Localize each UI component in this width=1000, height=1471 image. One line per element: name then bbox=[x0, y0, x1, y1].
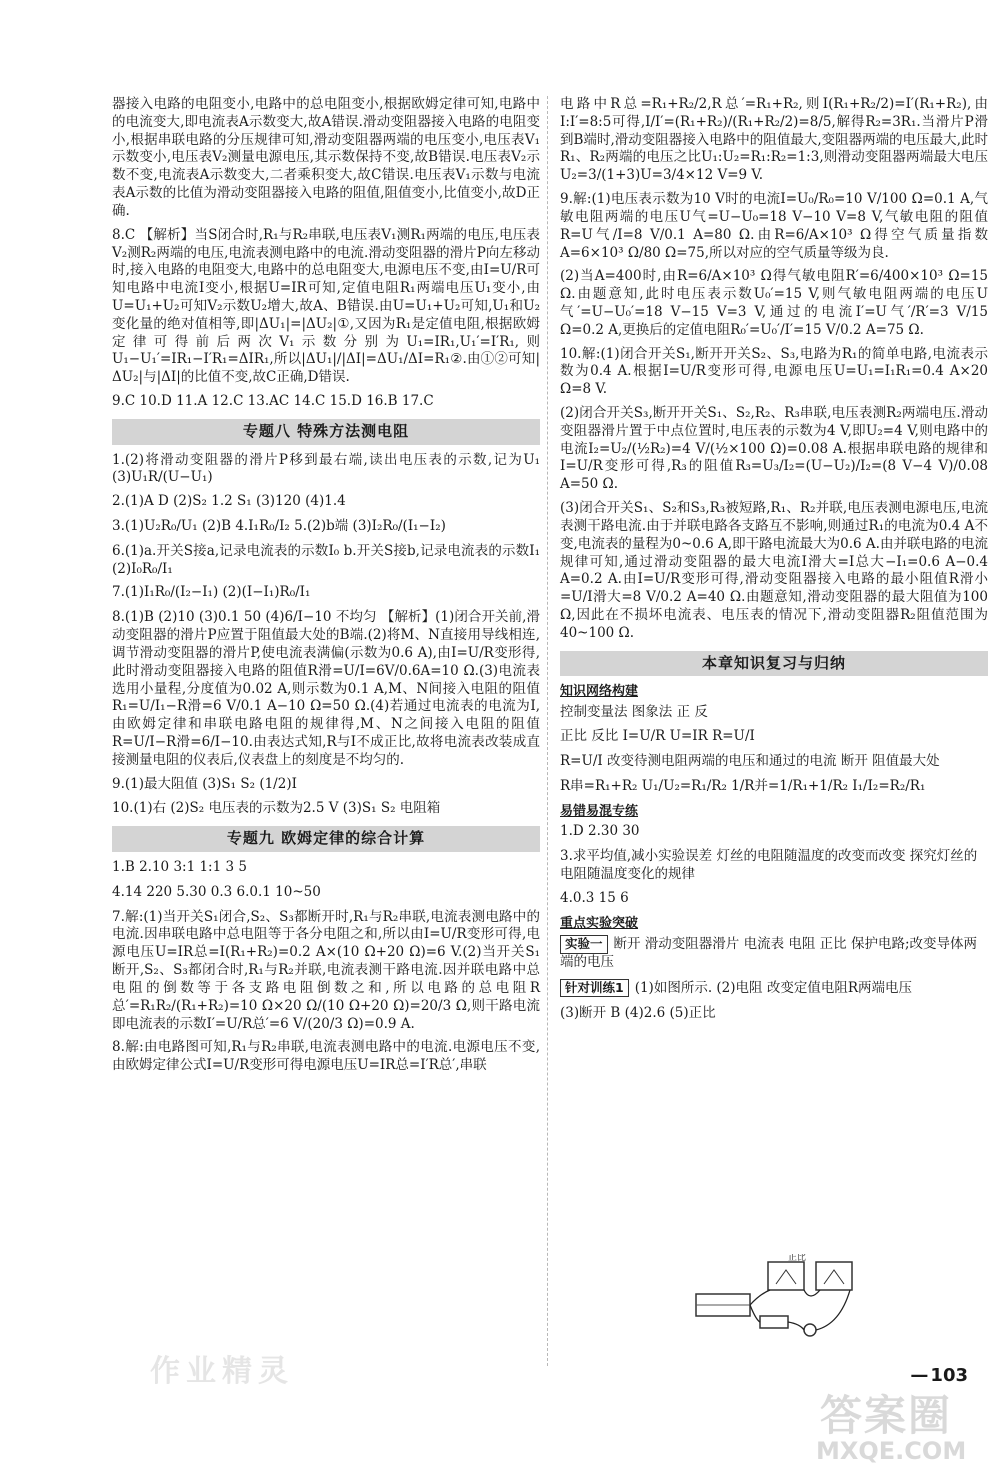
answer-paragraph: 器接入电路的电阻变小,电路中的总电阻变小,根据欧姆定律可知,电路中的电流变大,即电流表A示数变大,故A错误.滑动变阻器接入电路的电阻变小,根据串联电路的分压规律可知,滑动变阻器两端的电压变小,电压表V₁示数变小,电压表V₂测量电源电压,其示数保持不变,故B错误.电压表V₂示数不变,电流表A示数变大,二者乘积变大,故C错误.电压表V₁示数与电流表A示数的比值为滑动变阻器接入电路的阻值,阻值变小,比值变小,故D正确. bbox=[112, 96, 540, 219]
knowledge-line-3: R=U/I 改变待测电阻两端的电压和通过的电流 断开 阻值最大处 bbox=[560, 753, 940, 770]
right-column bbox=[560, 96, 988, 1030]
section-banner-9: 专题九 欧姆定律的综合计算 bbox=[112, 826, 540, 852]
subheading-error-practice: 易错易混专练 bbox=[560, 803, 639, 819]
answer-1-3: 1.B 2.10 3:1 1:1 3 5 bbox=[112, 859, 247, 876]
answer-8: 8.C 【解析】当S闭合时,R₁与R₂串联,电压表V₁测R₁两端的电压,电压表V₂测R₂两端的电压,电流表测电路中的电流.滑动变阻器的滑片P向左移动时,接入电路的电阻变大,电路中的总电阻变大,电源电压不变,由I=U/R可知电路中电流I变小,根据U=IR可知,定值电阻R₁两端电压U₁变小,由U=U₁+U₂可知V₂示数U₂增大,故A、B错误.由U=U₁+U₂可知,U₁和U₂变化量的绝对值相等,即|ΔU₁|=|ΔU₂|①,又因为R₁是定值电阻,根据欧姆定律可得前后两次V₁示数分别为U₁=IR₁,U₁′=I′R₁,则U₁−U₁′=IR₁−I′R₁=ΔIR₁,所以|ΔU₁|/|ΔI|=ΔU₁/ΔI=R₁②.由①②可知|ΔU₂|与|ΔI|的比值不变,故C正确,D错误. bbox=[112, 226, 540, 386]
watermark-left: 作业精灵 bbox=[150, 1354, 294, 1389]
error-line-2: 3.求平均值,减小实验误差 灯丝的电阻随温度的改变而改变 探究灯丝的电阻随温度变化的规律 bbox=[560, 847, 978, 882]
section-banner-review: 本章知识复习与归纳 bbox=[560, 651, 988, 677]
ammeter bbox=[816, 1262, 852, 1290]
watermark-right-url: MXQE.COM bbox=[816, 1437, 967, 1465]
answer-q9: 9.(1)最大阻值 (3)S₁ S₂ (1/2)I bbox=[112, 775, 297, 792]
answer-q3: 3.(1)U₂R₀/U₁ (2)B 4.I₁R₀/I₂ 5.(2)b端 (3)I₂R₀/(I₁−I₂) bbox=[112, 518, 446, 535]
experiment-1-line bbox=[560, 935, 988, 972]
section-banner-8: 专题八 特殊方法测电阻 bbox=[112, 419, 540, 445]
subheading-experiment: 重点实验突破 bbox=[560, 916, 639, 932]
answer-q2: 2.(1)A D (2)S₂ 1.2 S₁ (3)120 (4)1.4 bbox=[112, 493, 346, 510]
answer-8-continued: 电路中R总=R₁+R₂/2,R总′=R₁+R₂,则I(R₁+R₂/2)=I′(R₁+R₂),由I:I′=8:5可得,I/I′=(R₁+R₂)/(R₁+R₂/2)=8/5,解得R₂=3R₁.当滑片P滑到B端时,滑动变阻器接入电路中的阻值最大,变阻器两端的电压最大,此时R₁、R₂两端的电压之比U₁:U₂=R₁:R₂=1:3,则滑动变阻器两端最大电压U₂=3/(1+3)U=3/4×12 V=9 V. bbox=[560, 96, 988, 184]
knowledge-line-1: 控制变量法 图象法 正 反 bbox=[560, 703, 708, 720]
answer-q7: 7.(1)I₁R₀/(I₂−I₁) (2)(I−I₁)R₀/I₁ bbox=[112, 584, 311, 601]
resistor bbox=[760, 1316, 788, 1328]
voltmeter bbox=[768, 1262, 804, 1290]
answer-q6: 6.(1)a.开关S接a,记录电流表的示数I₀ b.开关S接b,记录电流表的示数I₁ (2)I₀R₀/I₁ bbox=[112, 542, 540, 577]
training-1-text: (1)如图所示. (2)电阻 改变定值电阻R两端电压 bbox=[634, 979, 912, 996]
training-1-line-2: (3)断开 B (4)2.6 (5)正比 bbox=[560, 1004, 716, 1021]
left-column bbox=[112, 96, 540, 1081]
figure-label: 正比 bbox=[788, 1254, 807, 1263]
column-divider bbox=[547, 96, 548, 1366]
training-1-line bbox=[560, 979, 988, 998]
answer-q8: 8.(1)B (2)10 (3)0.1 50 (4)6/I−10 不均匀 【解析】(1)闭合开关前,滑动变阻器的滑片P应置于阻值最大处的B端.(2)将M、N直接用导线相连,调节滑动变阻器的滑片P,使电流表满偏(示数为0.6 A),由I=U/R变形得,此时滑动变阻器接入电路的阻值R滑=U/I=6V/0.6A=10 Ω.(3)电流表选用小量程,分度值为0.02 A,则示数为0.1 A,M、N间接入电阻的阻值R₁=U/I₁−R滑=6 V/0.1 A−10 Ω=50 Ω.(4)若通过电流表的电流为I,由欧姆定律和串联电路电阻的规律得,M、N之间接入电阻的阻值R=U/I−R滑=6/I−10.由表达式知,R与I不成正比,故将电流表改装成直接测量电阻的仪表后,仪表盘上的刻度是不均匀的. bbox=[112, 609, 540, 768]
answer-q1: 1.(2)将滑动变阻器的滑片P移到最右端,读出电压表的示数,记为U₁ (3)U₁R/(U−U₁) bbox=[112, 451, 540, 486]
watermark-right-title: 答案圈 bbox=[820, 1391, 953, 1440]
circuit-figure bbox=[690, 1254, 870, 1346]
subheading-knowledge-network: 知识网络构建 bbox=[560, 684, 639, 700]
answer-q10: 10.(1)右 (2)S₂ 电压表的示数为2.5 V (3)S₁ S₂ 电阻箱 bbox=[112, 800, 441, 817]
answer-7: 7.解:(1)当开关S₁闭合,S₂、S₃都断开时,R₁与R₂串联,电流表测电路中的电流.因串联电路中总电阻等于各分电阻之和,所以由I=U/R变形可得,电源电压U=IR总=I(R₁+R₂)=0.2 A×(10 Ω+20 Ω)=6 V.(2)当开关S₁断开,S₂、S₃都闭合时,R₁与R₂并联,电流表测干路电流.因并联电路中总电阻的倒数等于各支路电阻倒数之和,所以电路的总电阻R总′=R₁R₂/(R₁+R₂)=10 Ω×20 Ω/(10 Ω+20 Ω)=20/3 Ω,则干路电流即电流表的示数I′=U/R总′=6 V/(20/3 Ω)=0.9 A. bbox=[112, 908, 540, 1032]
answer-9-17: 9.C 10.D 11.A 12.C 13.AC 14.C 15.D 16.B 17.C bbox=[112, 393, 434, 409]
answer-10-part2: (2)闭合开关S₃,断开开关S₁、S₂,R₂、R₃串联,电压表测R₂两端电压.滑动变阻器滑片置于中点位置时,电压表的示数为4 V,即U₂=4 V,则电路中的电流I₂=U₂/(½R₂)=4 V/(½×100 Ω)=0.08 A.根据串联电路的规律和I=U/R变形可得,R₃的阻值R₃=U₃/I₂=(U−U₂)/I₂=(8 V−4 V)/0.08 A=50 Ω. bbox=[560, 405, 988, 493]
knowledge-line-4: R串=R₁+R₂ U₁/U₂=R₁/R₂ 1/R并=1/R₁+1/R₂ I₁/I₂=R₂/R₁ bbox=[560, 777, 926, 794]
knowledge-line-2: 正比 反比 I=U/R U=IR R=U/I bbox=[560, 728, 755, 745]
training-1-tag: 针对训练1 bbox=[560, 979, 629, 998]
answer-4-6: 4.14 220 5.30 0.3 6.0.1 10~50 bbox=[112, 883, 321, 900]
answer-10-part3: (3)闭合开关S₁、S₂和S₃,R₃被短路,R₁、R₂并联,电压表测电源电压,电流表测干路电流.由于并联电路各支路互不影响,则通过R₁的电流为0.4 A不变,电流表的量程为0~0.6 A,即干路电流最大为0.6 A.由并联电路的电流规律可知,通过滑动变阻器的最大电流I滑大=I总大−I₁=0.6 A−0.4 A=0.2 A.由I=U/R变形可得,滑动变阻器接入电路的最小阻值R滑小=U/I滑大=8 V/0.2 A=40 Ω.由题意知,滑动变阻器的最大阻值为100 Ω,因此在不损坏电流表、电压表的情况下,滑动变阻器R₂阻值范围为40~100 Ω. bbox=[560, 500, 988, 641]
page-number: — 103 bbox=[910, 1364, 968, 1388]
experiment-1-text: 断开 滑动变阻器滑片 电流表 电阻 正比 保护电路;改变导体两端的电压 bbox=[560, 936, 978, 971]
answer-8-part: 8.解:由电路图可知,R₁与R₂串联,电流表测电路中的电流.电源电压不变,由欧姆定律公式I=U/R变形可得电源电压U=IR总=I′R总′,串联 bbox=[112, 1039, 540, 1074]
experiment-1-tag: 实验一 bbox=[560, 935, 608, 954]
answer-9-part2: (2)当A=400时,由R=6/A×10³ Ω得气敏电阻R′=6/400×10³ Ω=15 Ω.由题意知,此时电压表示数U₀′=15 V,则气敏电阻两端的电压U气′=U−U₀′=18 V−15 V=3 V,通过的电流I′=U气′/R′=3 V/15 Ω=0.2 A,更换后的定值电阻R₀′=U₀′/I′=15 V/0.2 A=75 Ω. bbox=[560, 268, 988, 338]
error-line-3: 4.0.3 15 6 bbox=[560, 890, 629, 907]
error-line-1: 1.D 2.30 30 bbox=[560, 822, 640, 839]
answer-10-part1: 10.解:(1)闭合开关S₁,断开开关S₂、S₃,电路为R₁的简单电路,电流表示数为0.4 A.根据I=U/R变形可得,电源电压U=U₁=I₁R₁=0.4 A×20 Ω=8 V. bbox=[560, 345, 988, 398]
answer-9-part1: 9.解:(1)电压表示数为10 V时的电流I=U₀/R₀=10 V/100 Ω=0.1 A,气敏电阻两端的电压U气=U−U₀=18 V−10 V=8 V,气敏电阻的阻值R=U气/I=8 V/0.1 A=80 Ω.由R=6/A×10³ Ω得空气质量指数A=6×10³ Ω/80 Ω=75,所以对应的空气质量等级为良. bbox=[560, 191, 988, 261]
